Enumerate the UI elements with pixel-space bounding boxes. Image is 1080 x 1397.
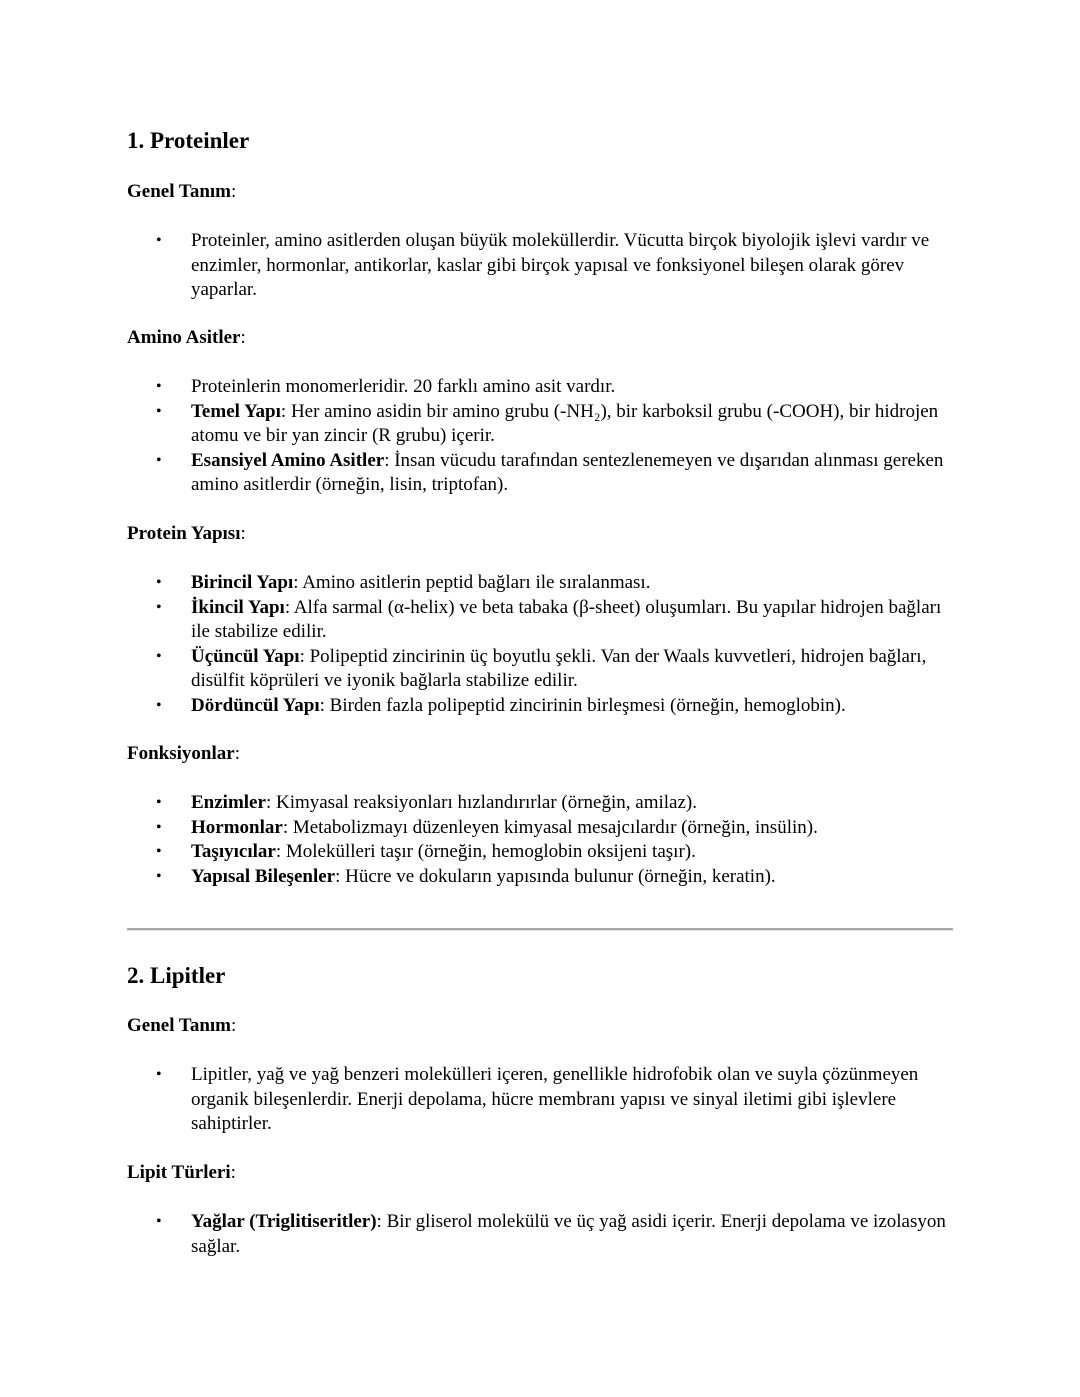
item-term: Taşıyıcılar — [191, 841, 276, 862]
item-text: : Her amino asidin bir amino grubu (-NH₂), bir karboksil grubu (-COOH), bir hidrojen atomu ve bir yan zincir (R grubu) içerir. — [191, 400, 939, 446]
item-term: Dördüncül Yapı — [191, 694, 320, 716]
item-text: : İnsan vücudu tarafından sentezlenemeyen ve dışarıdan alınması gereken amino asitlerdir (örneğin, lisin, triptofan). — [191, 449, 944, 495]
subheading-colon: : — [234, 743, 240, 764]
section-title-proteinler: 1. Proteinler — [127, 128, 250, 153]
item-term: Yapısal Bileşenler — [191, 865, 336, 887]
subheading-text: Fonksiyonlar — [127, 743, 235, 764]
item-term: Enzimler — [191, 792, 266, 813]
list-item — [127, 375, 953, 400]
item-text: : Birden fazla polipeptid zincirinin birleşmesi (örneğin, hemoglobin). — [319, 694, 846, 716]
item-term: Temel Yapı — [191, 400, 281, 422]
list-item — [127, 645, 953, 694]
bullet-icon: • — [156, 598, 162, 616]
section-title-lipitler: 2. Lipitler — [127, 963, 226, 988]
subheading-text: Lipit Türleri — [127, 1162, 231, 1183]
item-text: Lipitler, yağ ve yağ benzeri molekülleri içeren, genellikle hidrofobik olan ve suyla çözünmeyen organik bileşenlerdir. Enerji depolama, hücre membranı yapısı ve sinyal iletimi gibi işlevlere sahiptirler. — [191, 1064, 919, 1134]
item-term: İkincil Yapı — [191, 596, 285, 618]
item-text: : Kimyasal reaksiyonları hızlandırırlar (örneğin, amilaz). — [265, 792, 697, 813]
subheading-text: Amino Asitler — [127, 327, 241, 348]
list-item — [127, 791, 953, 816]
subheading-lipit-turleri — [127, 1161, 236, 1185]
item-text: : Polipeptid zincirinin üç boyutlu şekli. Van der Waals kuvvetleri, hidrojen bağları, disülfit köprüleri ve iyonik bağlarla stabilize edilir. — [191, 645, 927, 691]
subheading-protein-yapisi — [127, 522, 246, 546]
item-term: Üçüncül Yapı — [191, 645, 300, 667]
bullet-icon: • — [156, 867, 162, 885]
list-item — [127, 400, 953, 449]
item-text: Proteinler, amino asitlerden oluşan büyük moleküllerdir. Vücutta birçok biyolojik işlevi vardır ve enzimler, hormonlar, antikorlar, kaslar gibi birçok yapısal ve fonksiyonel bileşen olarak görev yaparlar. — [191, 230, 930, 300]
bullet-icon: • — [156, 574, 162, 591]
list-lipit-turleri — [127, 1210, 953, 1259]
list-item — [127, 1210, 953, 1259]
list-item — [127, 840, 953, 865]
section-divider — [127, 928, 953, 931]
list-item — [127, 694, 953, 719]
item-text: Proteinlerin monomerleridir. 20 farklı amino asit vardır. — [191, 376, 616, 397]
item-text: : Bir gliserol molekülü ve üç yağ asidi içerir. Enerji depolama ve izolasyon sağlar. — [191, 1211, 946, 1257]
subheading-fonksiyonlar — [127, 742, 240, 766]
list-item — [127, 865, 953, 890]
bullet-icon: • — [156, 843, 162, 860]
item-text: : Metabolizmayı düzenleyen kimyasal mesajcılardır (örneğin, insülin). — [282, 816, 818, 838]
list-item — [127, 571, 953, 596]
bullet-icon: • — [156, 1066, 162, 1083]
subheading-text: Genel Tanım — [127, 181, 231, 202]
item-term: Yağlar (Triglitiseritler) — [191, 1211, 377, 1232]
bullet-icon: • — [156, 451, 162, 469]
list-fonksiyonlar — [127, 791, 953, 889]
subheading-colon: : — [231, 1015, 237, 1036]
bullet-icon: • — [156, 647, 162, 665]
subheading-colon: : — [240, 523, 246, 544]
item-term: Hormonlar — [191, 816, 283, 838]
list-genel-tanim-lipit — [127, 1063, 953, 1137]
subheading-genel-tanim-lipit — [127, 1014, 236, 1038]
item-text: : Molekülleri taşır (örneğin, hemoglobin oksijeni taşır). — [275, 841, 696, 862]
bullet-icon: • — [156, 818, 162, 836]
bullet-icon: • — [156, 1213, 162, 1230]
item-term: Esansiyel Amino Asitler — [191, 449, 385, 471]
list-item — [127, 1063, 953, 1137]
subheading-genel-tanim — [127, 180, 236, 204]
bullet-icon: • — [156, 696, 162, 714]
item-text: : Alfa sarmal (α-helix) ve beta tabaka (β-sheet) oluşumları. Bu yapılar hidrojen bağları ile stabilize edilir. — [191, 596, 942, 642]
list-genel-tanim — [127, 229, 953, 303]
item-text: : Hücre ve dokuların yapısında bulunur (örneğin, keratin). — [335, 865, 776, 887]
list-item — [127, 596, 953, 645]
subheading-amino-asitler — [127, 326, 246, 350]
subheading-colon: : — [231, 181, 237, 202]
bullet-icon: • — [156, 232, 162, 249]
item-text: : Amino asitlerin peptid bağları ile sıralanması. — [293, 572, 651, 593]
list-item — [127, 229, 953, 303]
subheading-text: Genel Tanım — [127, 1015, 231, 1036]
bullet-icon: • — [156, 794, 162, 811]
list-item — [127, 449, 953, 498]
list-protein-yapisi — [127, 571, 953, 718]
item-term: Birincil Yapı — [191, 572, 294, 593]
list-item — [127, 816, 953, 841]
subheading-colon: : — [230, 1162, 236, 1183]
subheading-colon: : — [240, 327, 246, 348]
list-amino-asitler — [127, 375, 953, 498]
bullet-icon: • — [156, 402, 162, 420]
subheading-text: Protein Yapısı — [127, 523, 241, 544]
bullet-icon: • — [156, 378, 162, 395]
